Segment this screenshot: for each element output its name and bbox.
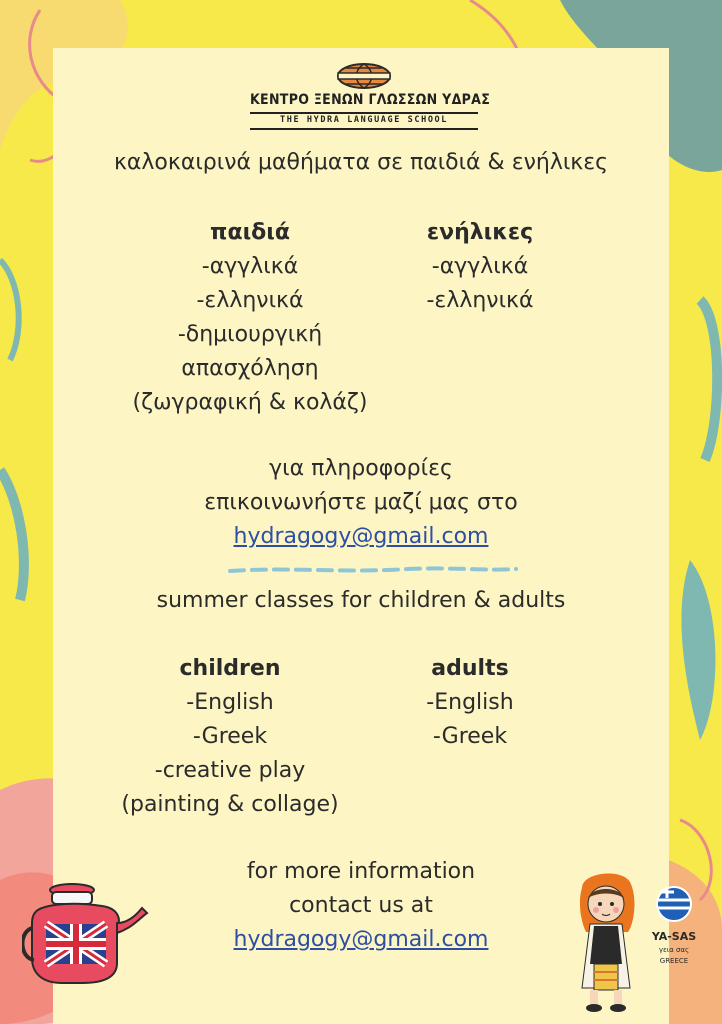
list-item: απασχόληση xyxy=(181,356,319,381)
greek-girl-illustration xyxy=(568,868,718,1016)
list-item: -ελληνικά xyxy=(426,288,534,313)
badge-line1: YA-SAS xyxy=(651,930,697,943)
list-item: -creative play xyxy=(154,758,306,783)
greek-adults-column xyxy=(380,216,580,318)
greek-children-column xyxy=(100,216,400,420)
globe-icon xyxy=(334,62,394,90)
english-adults-column xyxy=(370,652,570,754)
list-item: (painting & collage) xyxy=(121,792,339,817)
logo-rule xyxy=(250,128,478,130)
email-link-english[interactable]: hydragogy@gmail.com xyxy=(233,927,489,952)
info-line: contact us at xyxy=(289,893,433,918)
email-link-greek[interactable]: hydragogy@gmail.com xyxy=(233,524,489,549)
badge-line3: GREECE xyxy=(659,957,689,965)
english-children-header: children xyxy=(166,652,295,686)
info-line: για πληροφορίες xyxy=(269,456,453,481)
list-item: -αγγλικά xyxy=(431,254,529,279)
list-item: -Greek xyxy=(192,724,268,749)
greek-heading: καλοκαιρινά μαθήματα σε παιδιά & ενήλικες xyxy=(113,150,609,175)
list-item: (ζωγραφική & κολάζ) xyxy=(132,390,368,415)
list-item: -Greek xyxy=(432,724,508,749)
uk-teapot-icon xyxy=(22,878,152,988)
english-adults-header: adults xyxy=(417,652,522,686)
english-heading: summer classes for children & adults xyxy=(156,588,566,613)
school-subtitle: THE HYDRA LANGUAGE SCHOOL xyxy=(280,115,448,125)
school-logo xyxy=(250,62,491,132)
greek-flag-icon xyxy=(657,887,691,921)
list-item: -English xyxy=(186,690,274,715)
list-item: -δημιουργική xyxy=(177,322,323,347)
school-name: ΚΕΝΤΡΟ ΞΕΝΩΝ ΓΛΩΣΣΩΝ ΥΔΡΑΣ xyxy=(250,92,491,108)
info-line: επικοινωνήστε μαζί μας στο xyxy=(204,490,518,515)
greek-adults-header: ενήλικες xyxy=(413,216,547,250)
list-item: -English xyxy=(426,690,514,715)
list-item: -αγγλικά xyxy=(201,254,299,279)
list-item: -ελληνικά xyxy=(196,288,304,313)
greek-children-header: παιδιά xyxy=(196,216,304,250)
badge-line2: γεια σας xyxy=(658,946,690,954)
dashed-divider xyxy=(228,563,518,577)
logo-rule xyxy=(250,112,478,114)
english-children-column xyxy=(80,652,380,822)
info-line: for more information xyxy=(246,859,476,884)
greek-contact-info xyxy=(40,452,682,554)
